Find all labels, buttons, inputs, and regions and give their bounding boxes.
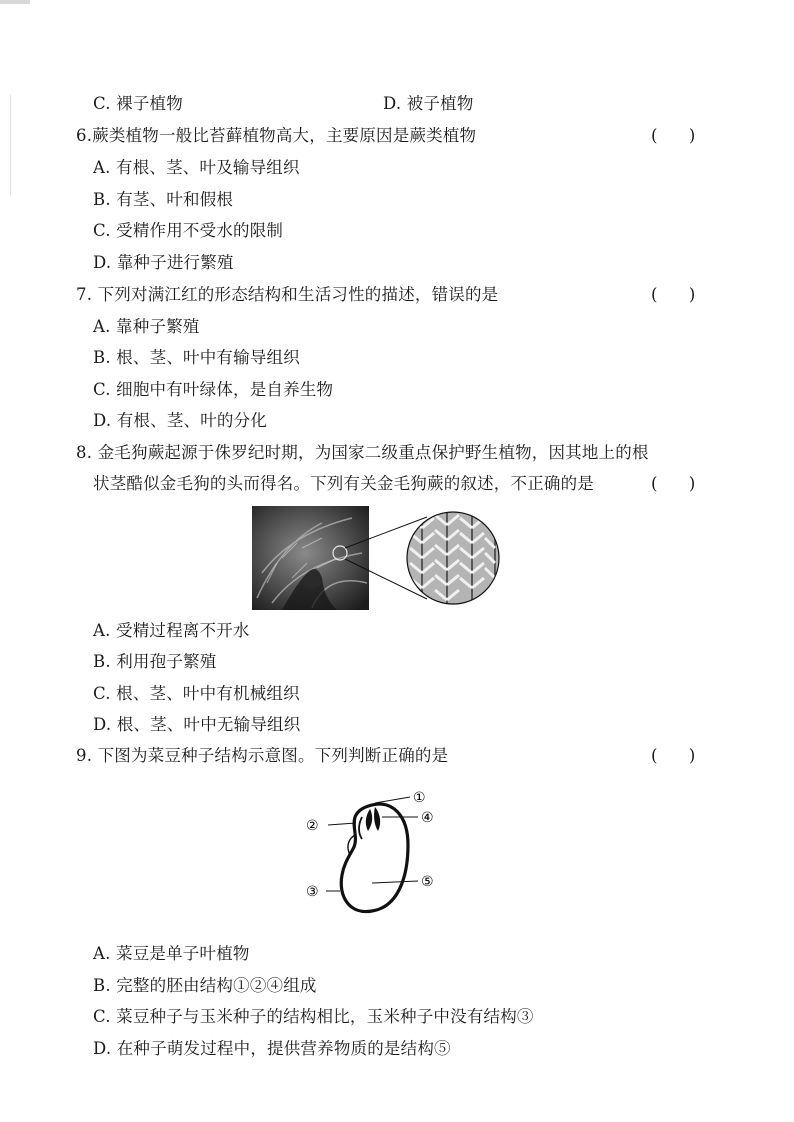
label-4: ④: [421, 810, 434, 826]
q6-stem: 6.蕨类植物一般比苔藓植物高大，主要原因是蕨类植物: [76, 126, 477, 145]
q7-option-a: A. 靠种子繁殖: [93, 317, 200, 336]
q7-stem: 7. 下列对满江红的形态结构和生活习性的描述，错误的是: [76, 285, 499, 304]
q8-option-a: A. 受精过程离不开水: [93, 621, 250, 640]
q7-option-d: D. 有根、茎、叶的分化: [93, 411, 268, 430]
scan-mark-top: [0, 0, 30, 4]
q5-option-c: C. 裸子植物: [93, 94, 183, 113]
q8-stem-line2: 状茎酷似金毛狗的头而得名。下列有关金毛狗蕨的叙述，不正确的是: [93, 474, 594, 493]
q8-option-c: C. 根、茎、叶中有机械组织: [93, 684, 300, 703]
q6-option-d: D. 靠种子进行繁殖: [93, 253, 234, 272]
q6-option-a: A. 有根、茎、叶及输导组织: [93, 158, 300, 177]
q6-option-b: B. 有茎、叶和假根: [93, 190, 234, 209]
leader-2: [328, 823, 356, 825]
fern-magnified-inset: [402, 508, 507, 613]
q7-answer-blank: ( ): [651, 285, 696, 304]
q9-stem: 9. 下图为菜豆种子结构示意图。下列判断正确的是: [76, 746, 449, 765]
leader-1: [375, 797, 410, 803]
label-3: ③: [306, 884, 319, 900]
bean-seed-diagram: [300, 785, 450, 935]
q8-answer-blank: ( ): [651, 474, 696, 493]
label-2: ②: [306, 818, 319, 834]
q9-option-c: C. 菜豆种子与玉米种子的结构相比，玉米种子中没有结构③: [93, 1007, 534, 1026]
q8-option-d: D. 根、茎、叶中无输导组织: [93, 715, 301, 734]
q5-option-d: D. 被子植物: [383, 94, 474, 113]
q9-option-d: D. 在种子萌发过程中，提供营养物质的是结构⑤: [93, 1039, 451, 1058]
fern-figure: [252, 503, 512, 615]
q7-option-b: B. 根、茎、叶中有输导组织: [93, 348, 300, 367]
q9-option-a: A. 菜豆是单子叶植物: [93, 944, 250, 963]
q8-stem-line1: 8. 金毛狗蕨起源于侏罗纪时期，为国家二级重点保护野生植物，因其地上的根: [76, 443, 649, 462]
q9-option-b: B. 完整的胚由结构①②④组成: [93, 976, 317, 995]
label-5: ⑤: [421, 874, 434, 890]
q9-answer-blank: ( ): [651, 746, 696, 765]
q6-answer-blank: ( ): [651, 126, 696, 145]
q8-option-b: B. 利用孢子繁殖: [93, 652, 217, 671]
fern-photo: [252, 506, 369, 610]
q6-option-c: C. 受精作用不受水的限制: [93, 221, 284, 240]
scan-mark-left: [10, 95, 11, 195]
q7-option-c: C. 细胞中有叶绿体，是自养生物: [93, 380, 334, 399]
label-1: ①: [413, 790, 426, 806]
